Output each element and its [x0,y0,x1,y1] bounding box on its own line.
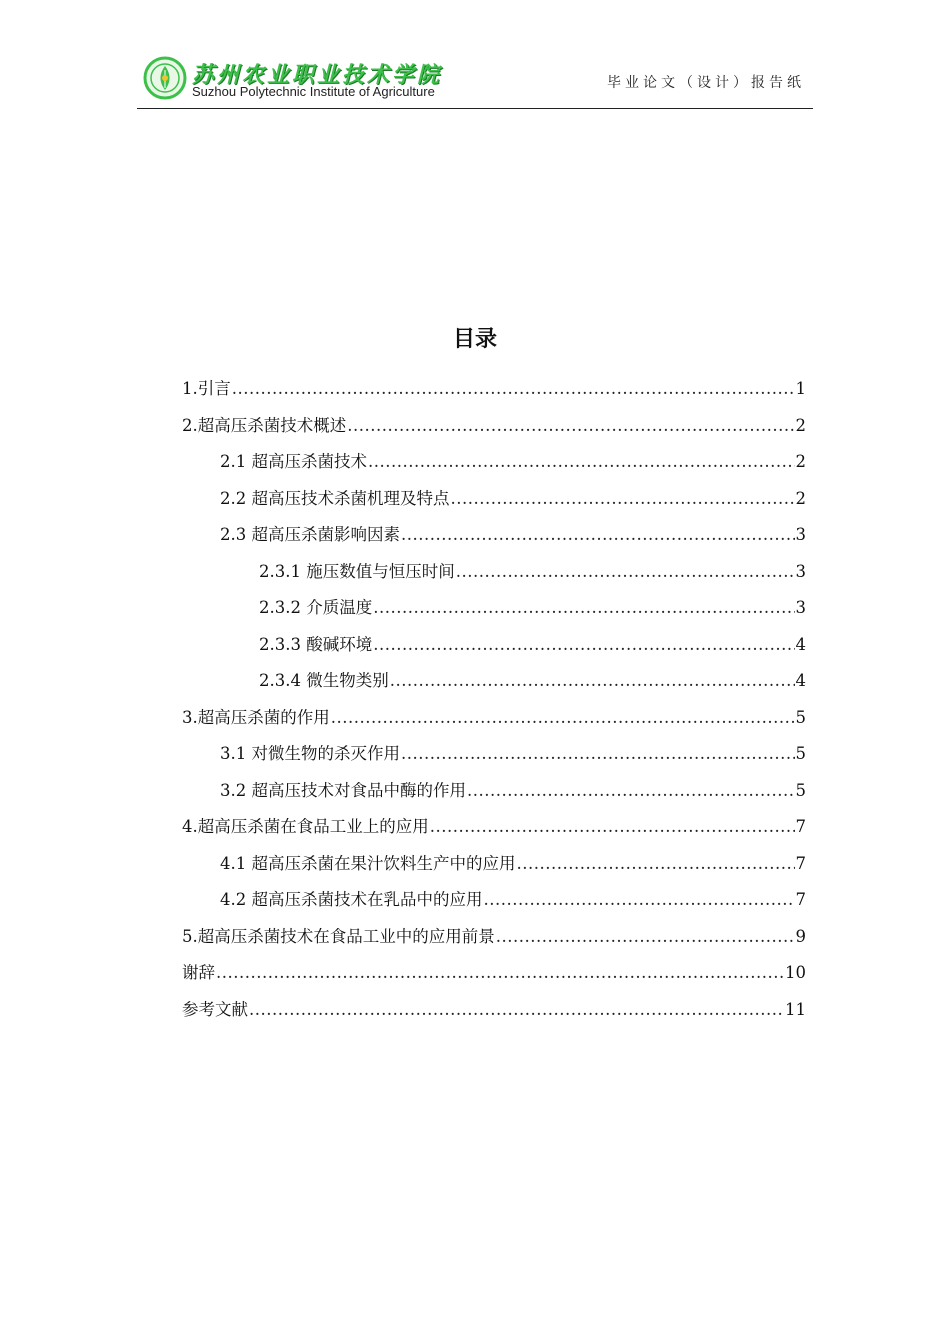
toc-entry[interactable] [182,809,806,846]
toc-entry-label: 2.3.4 微生物类别 [259,671,389,690]
toc-leader-dots [484,882,795,919]
toc-entry-page: 5 [795,780,806,800]
toc-entry-label: 5.超高压杀菌技术在食品工业中的应用前景 [182,926,495,946]
table-of-contents [182,371,806,1028]
school-emblem-icon [143,56,187,100]
toc-entry[interactable] [182,627,806,664]
toc-leader-dots [368,444,795,481]
toc-entry-page: 10 [785,963,806,982]
toc-entry[interactable] [182,700,806,737]
school-name-en: Suzhou Polytechnic Institute of Agriculture [192,84,435,99]
toc-entry-label: 4.2 超高压杀菌技术在乳品中的应用 [220,890,483,909]
toc-entry-page: 7 [795,890,806,909]
toc-entry-page: 4 [795,634,806,654]
toc-leader-dots [430,809,795,846]
toc-entry[interactable] [182,444,806,481]
toc-entry-label: 2.1 超高压杀菌技术 [220,452,367,471]
toc-entry-label: 2.3.3 酸碱环境 [259,634,373,654]
toc-entry-label: 2.3.1 施压数值与恒压时间 [259,561,455,581]
toc-leader-dots [331,700,795,737]
toc-entry-label: 2.2 超高压技术杀菌机理及特点 [220,488,450,508]
toc-leader-dots [347,408,794,445]
toc-title: 目录 [452,327,497,352]
toc-entry-label: 4.1 超高压杀菌在果汁饮料生产中的应用 [220,853,516,873]
toc-entry[interactable] [182,554,806,591]
toc-entry[interactable] [182,408,806,445]
toc-entry-page: 1 [795,379,806,398]
toc-entry-page: 5 [795,707,806,727]
toc-entry[interactable] [182,590,806,627]
toc-entry-page: 2 [795,452,806,471]
toc-entry-page: 3 [795,561,806,581]
toc-entry[interactable] [182,846,806,883]
toc-entry-page: 9 [795,926,806,946]
toc-entry-page: 2 [795,415,806,435]
toc-leader-dots [401,517,795,554]
toc-leader-dots [517,846,795,883]
toc-leader-dots [401,736,795,773]
toc-entry-page: 11 [785,999,806,1019]
toc-leader-dots [216,955,784,992]
toc-entry-page: 4 [795,671,806,690]
toc-leader-dots [249,992,784,1029]
toc-entry-label: 3.超高压杀菌的作用 [182,707,330,727]
toc-entry[interactable] [182,481,806,518]
toc-leader-dots [390,663,795,700]
toc-entry-page: 2 [795,488,806,508]
toc-leader-dots [467,773,795,810]
toc-entry-label: 2.3.2 介质温度 [259,598,373,617]
toc-leader-dots [373,590,794,627]
toc-entry[interactable] [182,919,806,956]
toc-entry[interactable] [182,882,806,919]
toc-entry[interactable] [182,955,806,992]
toc-entry-page: 3 [795,525,806,544]
toc-leader-dots [496,919,795,956]
toc-leader-dots [373,627,794,664]
toc-entry-label: 1.引言 [182,379,231,398]
toc-entry[interactable] [182,371,806,408]
toc-entry-page: 3 [795,598,806,617]
toc-entry-label: 参考文献 [182,999,248,1019]
toc-entry-page: 7 [795,817,806,836]
toc-entry-label: 2.超高压杀菌技术概述 [182,415,347,435]
toc-entry-page: 7 [795,853,806,873]
toc-entry-label: 4.超高压杀菌在食品工业上的应用 [182,817,429,836]
toc-entry[interactable] [182,517,806,554]
toc-leader-dots [451,481,795,518]
toc-leader-dots [456,554,795,591]
toc-entry-label: 3.1 对微生物的杀灭作用 [220,744,400,763]
toc-entry[interactable] [182,736,806,773]
page-header [137,50,813,109]
report-paper-label: 毕业论文（设计）报告纸 [607,75,805,91]
toc-leader-dots [232,371,795,408]
toc-entry-label: 2.3 超高压杀菌影响因素 [220,525,400,544]
toc-entry[interactable] [182,992,806,1029]
toc-entry[interactable] [182,663,806,700]
toc-entry-label: 谢辞 [182,963,215,982]
school-name-cn: 苏州农业职业技术学院 [192,63,443,88]
toc-entry-page: 5 [795,744,806,763]
toc-entry-label: 3.2 超高压技术对食品中酶的作用 [220,780,466,800]
toc-entry[interactable] [182,773,806,810]
